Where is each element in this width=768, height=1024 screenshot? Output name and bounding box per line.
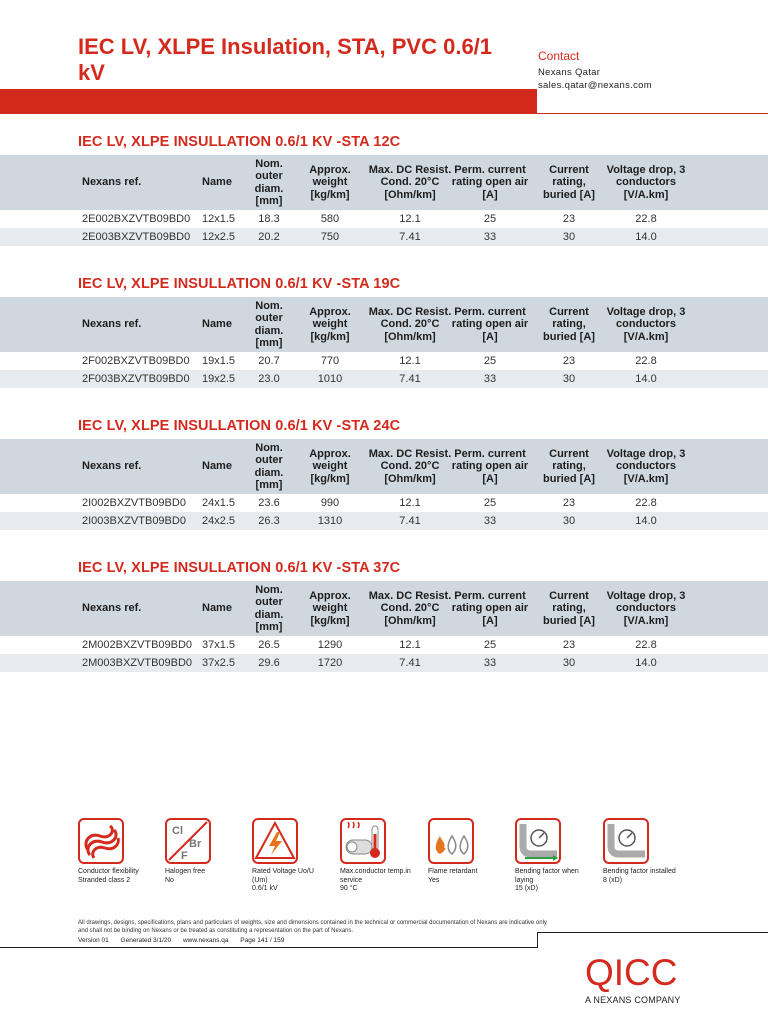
column-header-air: Perm. current rating open air [A]	[451, 305, 529, 343]
cell-ref: 2F003BXZVTB09BD0	[82, 373, 190, 385]
cell-air: 33	[483, 657, 497, 669]
cell-resist: 12.1	[399, 497, 421, 509]
cell-weight: 990	[320, 497, 340, 509]
section-title: IEC LV, XLPE INSULLATION 0.6/1 KV -STA 12C	[78, 134, 401, 150]
product-section	[0, 276, 768, 396]
cell-resist: 12.1	[399, 355, 421, 367]
table-header	[0, 297, 768, 352]
cell-diam: 29.6	[258, 657, 280, 669]
cell-weight: 770	[320, 355, 340, 367]
column-header-name: Name	[202, 460, 232, 473]
cell-drop: 22.8	[635, 639, 657, 651]
table-row	[0, 494, 768, 512]
cell-resist: 12.1	[399, 639, 421, 651]
cell-air: 25	[483, 639, 497, 651]
header-red-bar	[0, 89, 537, 114]
cell-weight: 1720	[317, 657, 343, 669]
icon-caption: Bending factor installed 8 (xD)	[603, 868, 676, 884]
column-header-resist: Max. DC Resist. Cond. 20°C [Ohm/km]	[368, 305, 452, 343]
cell-ref: 2M003BXZVTB09BD0	[82, 657, 193, 669]
table-row	[0, 210, 768, 228]
cell-drop: 22.8	[635, 497, 657, 509]
column-header-drop: Voltage drop, 3 conductors [V/A.km]	[606, 305, 686, 343]
cell-buried: 23	[562, 497, 576, 509]
column-header-diam: Nom. outer diam. [mm]	[254, 441, 284, 491]
cell-diam: 23.0	[258, 373, 280, 385]
icon-caption: Conductor flexibility Stranded class 2	[78, 868, 139, 884]
section-title: IEC LV, XLPE INSULLATION 0.6/1 KV -STA 24C	[78, 418, 401, 434]
cell-name: 12x1.5	[202, 213, 236, 225]
footer-page: Page 141 / 159	[240, 937, 285, 944]
flame-retardant-icon	[428, 818, 474, 864]
cell-ref: 2E002BXZVTB09BD0	[82, 213, 191, 225]
cell-weight: 750	[320, 231, 340, 243]
cell-buried: 30	[562, 515, 576, 527]
company-tagline: A NEXANS COMPANY	[585, 995, 681, 1005]
cell-diam: 20.2	[258, 231, 280, 243]
column-header-ref: Nexans ref.	[82, 602, 142, 615]
product-section	[0, 418, 768, 538]
contact-label[interactable]: Contact	[538, 49, 580, 63]
table-row	[0, 636, 768, 654]
column-header-air: Perm. current rating open air [A]	[451, 163, 529, 201]
cell-resist: 7.41	[399, 231, 421, 243]
cell-resist: 7.41	[399, 373, 421, 385]
column-header-buried: Current rating, buried [A]	[543, 447, 595, 485]
column-header-drop: Voltage drop, 3 conductors [V/A.km]	[606, 163, 686, 201]
column-header-name: Name	[202, 318, 232, 331]
cell-weight: 1010	[317, 373, 343, 385]
footer-rule	[0, 947, 537, 948]
column-header-buried: Current rating, buried [A]	[543, 305, 595, 343]
column-header-ref: Nexans ref.	[82, 318, 142, 331]
cell-drop: 14.0	[635, 231, 657, 243]
cell-name: 12x2.5	[202, 231, 236, 243]
halogen-free-icon	[165, 818, 211, 864]
cell-diam: 23.6	[258, 497, 280, 509]
rated-voltage-icon	[252, 818, 298, 864]
cell-air: 25	[483, 213, 497, 225]
column-header-weight: Approx. weight [kg/km]	[309, 163, 351, 201]
cell-ref: 2I002BXZVTB09BD0	[82, 497, 186, 509]
bending-factor-installed-icon	[603, 818, 649, 864]
conductor-flexibility-icon	[78, 818, 124, 864]
column-header-name: Name	[202, 602, 232, 615]
table-header	[0, 439, 768, 494]
cell-drop: 14.0	[635, 373, 657, 385]
column-header-drop: Voltage drop, 3 conductors [V/A.km]	[606, 447, 686, 485]
contact-email[interactable]: sales.qatar@nexans.com	[538, 80, 652, 91]
cell-name: 24x1.5	[202, 497, 236, 509]
column-header-buried: Current rating, buried [A]	[543, 163, 595, 201]
column-header-diam: Nom. outer diam. [mm]	[254, 157, 284, 207]
svg-text:Cl: Cl	[172, 825, 183, 837]
cell-ref: 2I003BXZVTB09BD0	[82, 515, 186, 527]
cell-weight: 1310	[317, 515, 343, 527]
column-header-drop: Voltage drop, 3 conductors [V/A.km]	[606, 589, 686, 627]
cell-buried: 30	[562, 657, 576, 669]
contact-block	[538, 50, 652, 92]
section-title: IEC LV, XLPE INSULLATION 0.6/1 KV -STA 19C	[78, 276, 401, 292]
icon-caption: Halogen free No	[165, 868, 206, 884]
cell-weight: 1290	[317, 639, 343, 651]
svg-text:Br: Br	[189, 838, 202, 850]
cell-name: 19x2.5	[202, 373, 236, 385]
column-header-resist: Max. DC Resist. Cond. 20°C [Ohm/km]	[368, 163, 452, 201]
cell-diam: 20.7	[258, 355, 280, 367]
cell-name: 19x1.5	[202, 355, 236, 367]
column-header-weight: Approx. weight [kg/km]	[309, 589, 351, 627]
footer-rule-right	[537, 932, 768, 933]
column-header-name: Name	[202, 176, 232, 189]
column-header-resist: Max. DC Resist. Cond. 20°C [Ohm/km]	[368, 447, 452, 485]
icon-caption: Flame retardant Yes	[428, 868, 478, 884]
column-header-buried: Current rating, buried [A]	[543, 589, 595, 627]
cell-air: 25	[483, 497, 497, 509]
cell-ref: 2F002BXZVTB09BD0	[82, 355, 190, 367]
cell-resist: 12.1	[399, 213, 421, 225]
cell-diam: 26.5	[258, 639, 280, 651]
cell-buried: 23	[562, 213, 576, 225]
footer-generated: Generated 3/1/20	[120, 937, 172, 944]
bending-factor-laying-icon	[515, 818, 561, 864]
table-row	[0, 370, 768, 388]
product-section	[0, 560, 768, 680]
column-header-diam: Nom. outer diam. [mm]	[254, 299, 284, 349]
cell-ref: 2E003BXZVTB09BD0	[82, 231, 191, 243]
cell-drop: 22.8	[635, 355, 657, 367]
cell-ref: 2M002BXZVTB09BD0	[82, 639, 193, 651]
product-section	[0, 134, 768, 254]
table-header	[0, 581, 768, 636]
column-header-diam: Nom. outer diam. [mm]	[254, 583, 284, 633]
cell-buried: 30	[562, 231, 576, 243]
cell-buried: 30	[562, 373, 576, 385]
column-header-weight: Approx. weight [kg/km]	[309, 447, 351, 485]
column-header-air: Perm. current rating open air [A]	[451, 589, 529, 627]
cell-name: 37x1.5	[202, 639, 236, 651]
footer-version: Version 01	[78, 937, 109, 944]
footer-meta	[78, 937, 294, 944]
cell-name: 37x2.5	[202, 657, 236, 669]
cell-diam: 18.3	[258, 213, 280, 225]
column-header-ref: Nexans ref.	[82, 176, 142, 189]
cell-resist: 7.41	[399, 657, 421, 669]
table-row	[0, 352, 768, 370]
svg-text:F: F	[181, 850, 188, 862]
column-header-resist: Max. DC Resist. Cond. 20°C [Ohm/km]	[368, 589, 452, 627]
cell-air: 33	[483, 373, 497, 385]
footer-website[interactable]: www.nexans.qa	[182, 937, 229, 944]
company-logo: QICC	[585, 952, 678, 993]
footer-rule-step	[537, 932, 538, 948]
cell-name: 24x2.5	[202, 515, 236, 527]
table-header	[0, 155, 768, 210]
table-row	[0, 654, 768, 672]
header-red-rule	[537, 113, 768, 114]
cell-drop: 22.8	[635, 213, 657, 225]
table-row	[0, 228, 768, 246]
cell-diam: 26.3	[258, 515, 280, 527]
cell-air: 25	[483, 355, 497, 367]
page-title: IEC LV, XLPE Insulation, STA, PVC 0.6/1 kV	[78, 34, 493, 85]
cell-buried: 23	[562, 355, 576, 367]
cell-buried: 23	[562, 639, 576, 651]
table-row	[0, 512, 768, 530]
cell-drop: 14.0	[635, 657, 657, 669]
cell-air: 33	[483, 231, 497, 243]
icon-caption: Bending factor when laying 15 (xD)	[515, 868, 579, 892]
section-title: IEC LV, XLPE INSULLATION 0.6/1 KV -STA 37C	[78, 560, 401, 576]
cell-resist: 7.41	[399, 515, 421, 527]
contact-company: Nexans Qatar	[538, 67, 601, 78]
disclaimer-text: All drawings, designs, specifications, plans and particulars of weights, size and dimensions contained in the technical or commercial documentation of Nexans are indicative only and shall not be binding on Nexans or be treated as constituting a representation on the part of Nexans.	[78, 920, 547, 934]
column-header-ref: Nexans ref.	[82, 460, 142, 473]
icon-caption: Max.conductor temp.in service 90 °C	[340, 868, 411, 892]
cell-air: 33	[483, 515, 497, 527]
max-conductor-temp-icon	[340, 818, 386, 864]
property-icons	[0, 818, 768, 898]
column-header-air: Perm. current rating open air [A]	[451, 447, 529, 485]
column-header-weight: Approx. weight [kg/km]	[309, 305, 351, 343]
cell-drop: 14.0	[635, 515, 657, 527]
cell-weight: 580	[320, 213, 340, 225]
icon-caption: Rated Voltage Uo/U (Um) 0.6/1 kV	[252, 868, 314, 892]
